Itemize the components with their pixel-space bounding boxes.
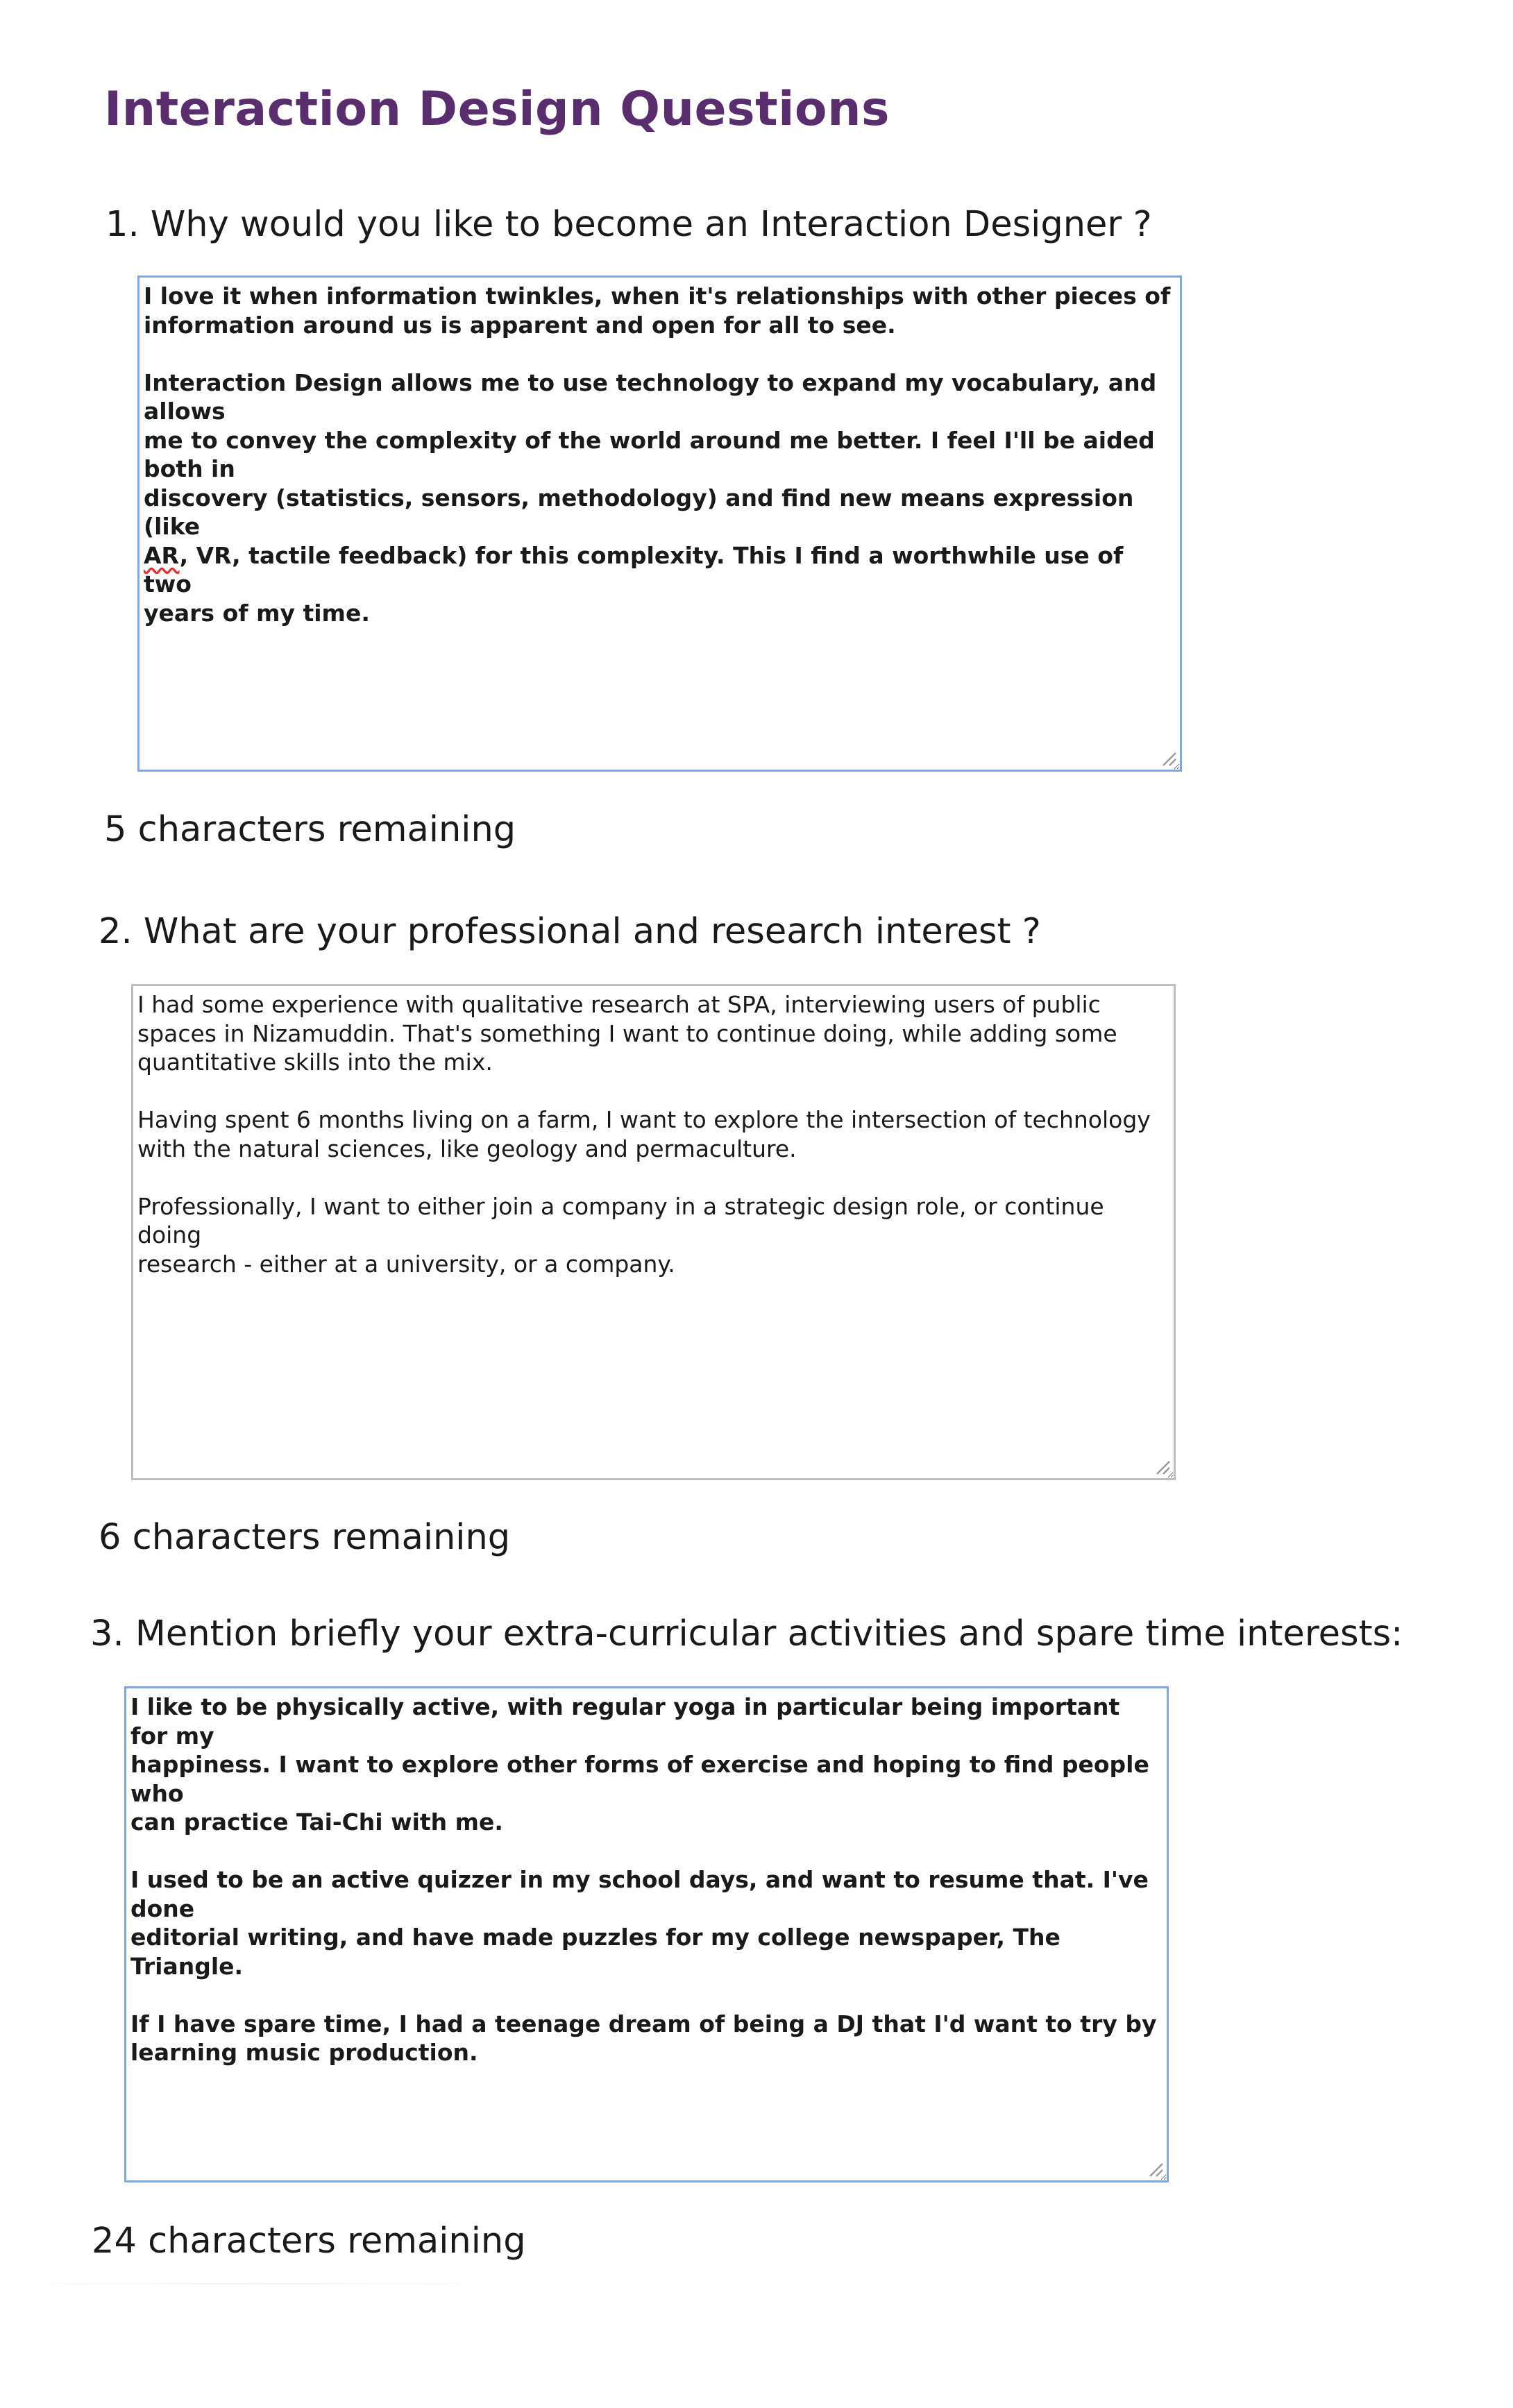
question-1-answer-textarea[interactable]: [137, 275, 1182, 772]
question-2-answer-text: I had some experience with qualitative research at SPA, interviewing users of public spaces in Nizamuddin. That's something I want to continue doing, while adding some quantitative skills into the mix. Having spent 6 months living on a farm, I want to explore the intersection of technology with the natural sciences, like geology and permaculture. Professionally, I want to either join a company in a strategic design role, or continue doing research - either at a university, or a company.: [137, 991, 1151, 1278]
bottom-divider: [0, 2283, 514, 2284]
resize-grip-icon[interactable]: [1159, 749, 1177, 767]
question-2-answer-textarea[interactable]: [131, 984, 1176, 1480]
question-3-label: 3. Mention briefly your extra-curricular activities and spare time interests:: [90, 1613, 1403, 1654]
resize-grip-icon[interactable]: [1153, 1457, 1171, 1475]
question-1-answer-part-1: I love it when information twinkles, when it's relationships with other pieces of information around us is apparent and open for all to see. Interaction Design allows me to use technology to expand my vocabulary, and allows me to convey the complexity of the world around me better. I feel I'll be aided both in discovery (statistics, sensors, methodology) and find new means expression (like: [144, 282, 1171, 540]
question-1-misspelled-word: AR: [144, 541, 180, 569]
question-3-answer-text: I like to be physically active, with regular yoga in particular being important for my happiness. I want to explore other forms of exercise and hoping to find people who can practice Tai-Chi with me. I used to be an active quizzer in my school days, and want to resume that. I've done editorial writing, and have made puzzles for my college newspaper, The Triangle. If I have spare time, I had a teenage dream of being a DJ that I'd want to try by learning music production.: [130, 1693, 1157, 2066]
question-1-answer-part-2: , VR, tactile feedback) for this complexity. This I find a worthwhile use of two years of my time.: [144, 541, 1124, 627]
question-2-char-counter: 6 characters remaining: [99, 1517, 511, 1558]
question-1-label: 1. Why would you like to become an Interaction Designer ?: [105, 204, 1152, 245]
question-1-answer-text: [144, 282, 1176, 627]
page-title: Interaction Design Questions: [104, 82, 890, 137]
question-3-answer-textarea[interactable]: [124, 1686, 1169, 2182]
resize-grip-icon[interactable]: [1146, 2160, 1164, 2178]
question-1-char-counter: 5 characters remaining: [104, 809, 516, 850]
question-3-char-counter: 24 characters remaining: [92, 2221, 526, 2262]
question-2-label: 2. What are your professional and research interest ?: [99, 911, 1041, 952]
